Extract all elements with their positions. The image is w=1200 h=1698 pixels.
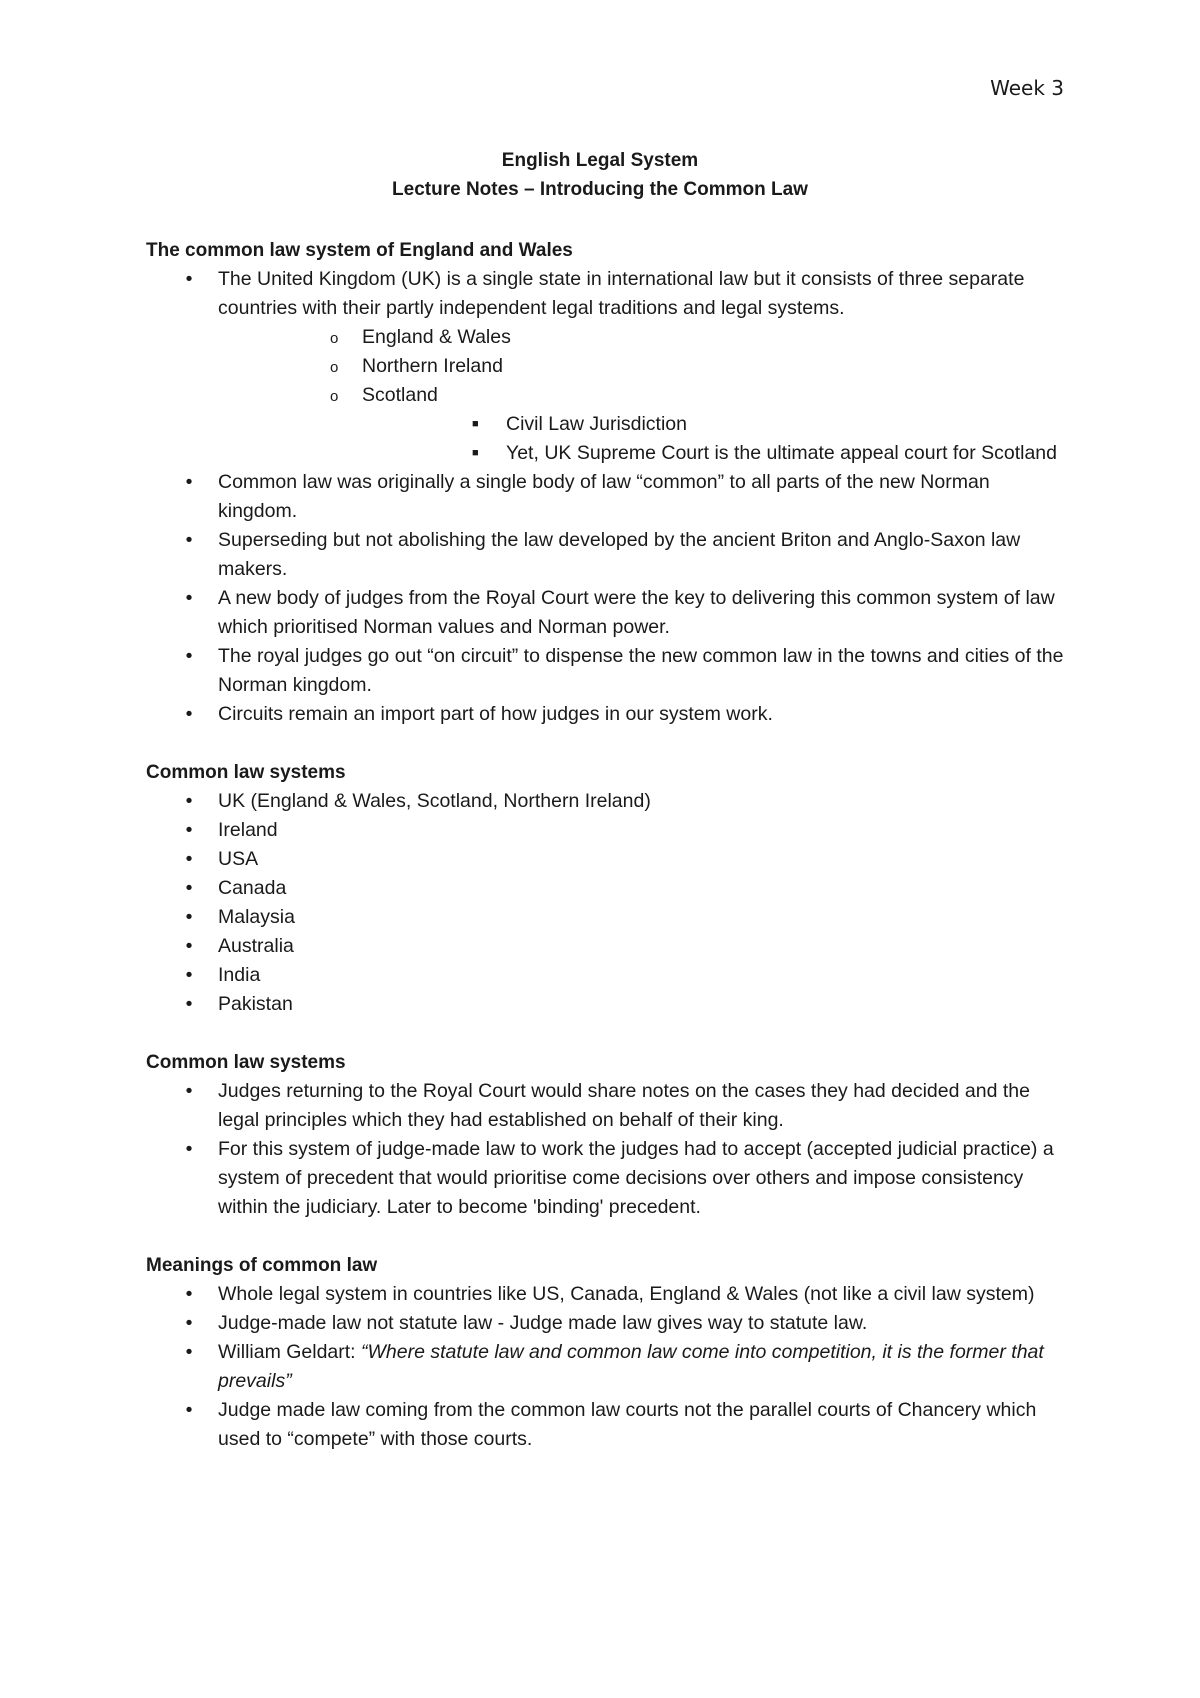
list-item-text: Malaysia	[218, 906, 295, 928]
sub-list-item	[290, 381, 1066, 468]
section-heading: Meanings of common law	[146, 1255, 378, 1276]
list-item-text: Canada	[218, 877, 287, 899]
section-heading: The common law system of England and Wales	[146, 240, 573, 261]
bullet-icon: •	[185, 471, 193, 493]
document-body	[146, 236, 1066, 1454]
list-item	[146, 961, 1066, 990]
sub-sub-list-item-text: Yet, UK Supreme Court is the ultimate appeal court for Scotland	[506, 442, 1057, 464]
list-item	[146, 903, 1066, 932]
list-item	[146, 700, 1066, 729]
bullet-icon: •	[185, 848, 193, 870]
list-item-text: Judge made law coming from the common law courts not the parallel courts of Chancery which used to “compete” with those courts.	[218, 1399, 1037, 1450]
bullet-list	[146, 1077, 1066, 1222]
square-bullet-icon: ■	[472, 418, 479, 430]
sub-list-item	[290, 352, 1066, 381]
circle-bullet-icon: o	[330, 359, 339, 376]
list-item-text: For this system of judge-made law to work the judges had to accept (accepted judicial practice) a system of precedent that would prioritise come decisions over others and impose consistency within the judiciary. Later to become 'binding' precedent.	[218, 1138, 1054, 1218]
section-heading: Common law systems	[146, 1052, 346, 1073]
geldart-attribution: William Geldart:	[218, 1341, 362, 1363]
bullet-icon: •	[185, 529, 193, 551]
list-item-text: Australia	[218, 935, 294, 957]
list-item-text: Superseding but not abolishing the law developed by the ancient Briton and Anglo-Saxon law makers.	[218, 529, 1021, 580]
bullet-icon: •	[185, 935, 193, 957]
list-item-text: Ireland	[218, 819, 278, 841]
bullet-icon: •	[185, 790, 193, 812]
bullet-list	[146, 787, 1066, 1019]
section-common-law-systems-list	[146, 758, 1066, 1019]
list-item	[146, 932, 1066, 961]
sub-list-item-text: Northern Ireland	[362, 355, 503, 377]
section-common-law-systems-precedent	[146, 1048, 1066, 1222]
bullet-icon: •	[185, 906, 193, 928]
title-line-1: English Legal System	[501, 150, 699, 171]
sub-sub-list-item	[434, 410, 1066, 439]
list-item-text: The royal judges go out “on circuit” to dispense the new common law in the towns and cities of the Norman kingdom.	[218, 645, 1064, 696]
list-item	[146, 642, 1066, 700]
document-title	[0, 146, 1200, 204]
bullet-icon: •	[185, 877, 193, 899]
bullet-icon: •	[185, 1399, 193, 1421]
list-item	[146, 1309, 1066, 1338]
list-item	[146, 787, 1066, 816]
list-item-text: Pakistan	[218, 993, 293, 1015]
sub-sub-list-item-text: Civil Law Jurisdiction	[506, 413, 687, 435]
list-item-text: A new body of judges from the Royal Court were the key to delivering this common system of law which prioritised Norman values and Norman power.	[218, 587, 1055, 638]
bullet-icon: •	[185, 819, 193, 841]
list-item	[146, 1338, 1066, 1396]
sub-list-item-text: England & Wales	[362, 326, 511, 348]
list-item-text: Judges returning to the Royal Court would share notes on the cases they had decided and the legal principles which they had established on behalf of their king.	[218, 1080, 1030, 1131]
list-item-text: The United Kingdom (UK) is a single state in international law but it consists of three separate countries with their partly independent legal traditions and legal systems.	[218, 268, 1025, 319]
list-item	[146, 1280, 1066, 1309]
list-item	[146, 1077, 1066, 1135]
bullet-icon: •	[185, 1080, 193, 1102]
list-item	[146, 468, 1066, 526]
bullet-list	[146, 265, 1066, 729]
list-item	[146, 1396, 1066, 1454]
list-item	[146, 874, 1066, 903]
list-item	[146, 990, 1066, 1019]
bullet-icon: •	[185, 703, 193, 725]
section-common-law-england-wales	[146, 236, 1066, 729]
bullet-icon: •	[185, 964, 193, 986]
list-item-text: Whole legal system in countries like US, Canada, England & Wales (not like a civil law system)	[218, 1283, 1035, 1305]
list-item-text: UK (England & Wales, Scotland, Northern Ireland)	[218, 790, 651, 812]
section-meanings-of-common-law	[146, 1251, 1066, 1454]
bullet-icon: •	[185, 645, 193, 667]
list-item	[146, 845, 1066, 874]
list-item	[146, 816, 1066, 845]
list-item-text: India	[218, 964, 261, 986]
list-item	[146, 584, 1066, 642]
list-item-text: Circuits remain an import part of how judges in our system work.	[218, 703, 773, 725]
bullet-icon: •	[185, 1283, 193, 1305]
list-item-text: Common law was originally a single body of law “common” to all parts of the new Norman kingdom.	[218, 471, 990, 522]
sub-list-item	[290, 323, 1066, 352]
sub-list	[290, 323, 1066, 468]
week-label: Week 3	[990, 76, 1064, 100]
bullet-list	[146, 1280, 1066, 1454]
sub-sub-list-item	[434, 439, 1066, 468]
sub-sub-list	[434, 410, 1066, 468]
list-item	[146, 1135, 1066, 1222]
list-item	[146, 265, 1066, 468]
list-item-text: USA	[218, 848, 259, 870]
square-bullet-icon: ■	[472, 447, 479, 459]
list-item	[146, 526, 1066, 584]
bullet-icon: •	[185, 1341, 193, 1363]
bullet-icon: •	[185, 1312, 193, 1334]
bullet-icon: •	[185, 1138, 193, 1160]
list-item-text: Judge-made law not statute law - Judge made law gives way to statute law.	[218, 1312, 868, 1334]
bullet-icon: •	[185, 587, 193, 609]
title-line-2: Lecture Notes – Introducing the Common Law	[392, 179, 808, 200]
section-heading: Common law systems	[146, 762, 346, 783]
bullet-icon: •	[185, 268, 193, 290]
geldart-quote: “Where statute law and common law come into competition, it is the former that prevails”	[218, 1341, 1044, 1392]
bullet-icon: •	[185, 993, 193, 1015]
sub-list-item-text: Scotland	[362, 384, 438, 406]
circle-bullet-icon: o	[330, 330, 339, 347]
circle-bullet-icon: o	[330, 388, 339, 405]
